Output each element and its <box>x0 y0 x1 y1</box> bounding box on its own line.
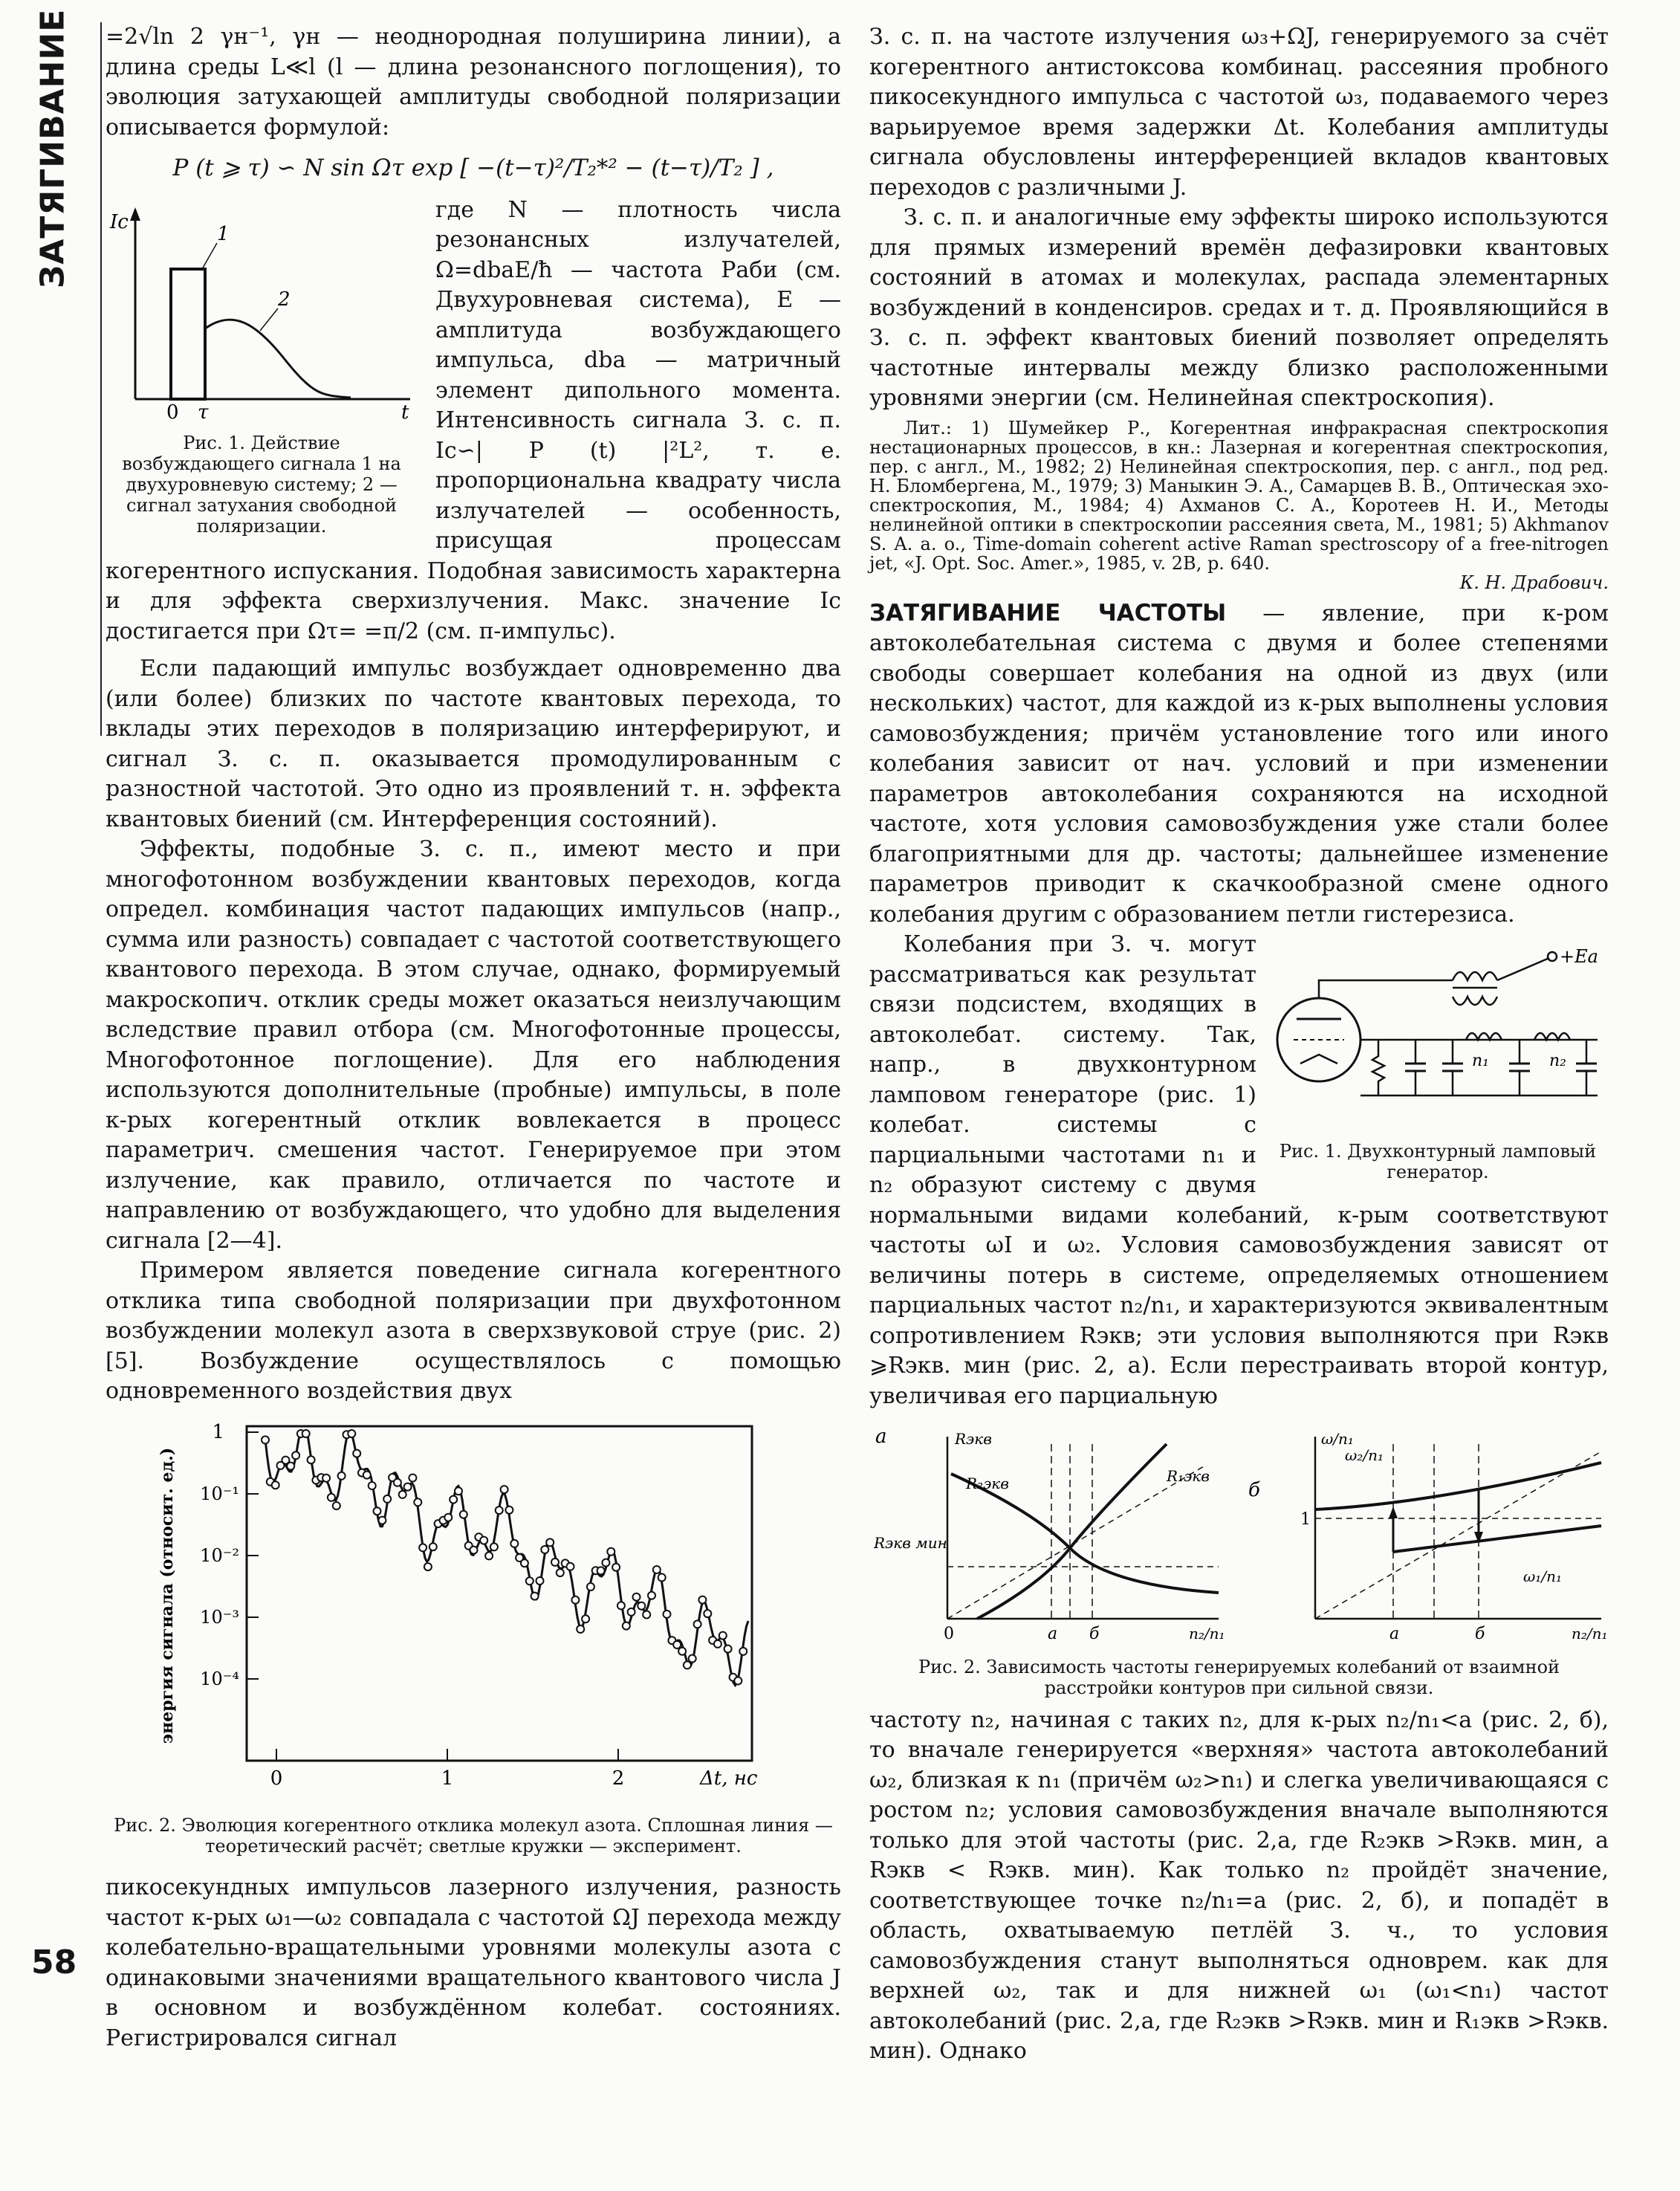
experiment-point <box>623 1622 630 1629</box>
experiment-point <box>633 1593 640 1600</box>
page-number: 58 <box>31 1944 77 1981</box>
experiment-point <box>638 1602 645 1609</box>
left-para-picosecond: пикосекундных импульсов лазерного излучения, разность частот к-рых ω₁—ω₂ совпадала с частотой ΩJ перехода между колебательно-вращательными уровнями молекулы азота с одинаковыми значениями вращательного квантового числа J в основном и возбуждённом колебат. состояниях. Регистрировался сигнал <box>106 1874 841 2051</box>
experiment-point <box>617 1602 625 1609</box>
r1-label: R₁экв <box>1167 1467 1210 1485</box>
panel-a-tick: б <box>1089 1625 1100 1643</box>
n2-label: n₂ <box>1549 1052 1566 1070</box>
panel-a-tick: a <box>1048 1625 1058 1643</box>
experiment-point <box>450 1495 457 1503</box>
left-para-example: Примером является поведение сигнала когерентного отклика типа свободной поляризации при двухфотонном возбуждении молекул азота в сверхзвуковой струе (рис. 2) [5]. Возбуждение осуществлялось с помощью одновременного воздействия двух <box>106 1258 841 1404</box>
experiment-point <box>704 1610 711 1617</box>
experiment-point <box>698 1596 706 1603</box>
circuit-figure <box>1267 936 1609 1182</box>
supply-wire <box>1497 958 1549 980</box>
experiment-point <box>582 1615 589 1622</box>
fig2-right-diagrams <box>869 1422 1609 1645</box>
experiment-point <box>328 1493 335 1501</box>
omega2-label: ω₂/n₁ <box>1345 1446 1384 1464</box>
fig1-y-label: Ic <box>110 210 129 233</box>
fig2-x-tick-label: 1 <box>441 1767 454 1790</box>
fig2-left-caption: Рис. 2. Эволюция когерентного отклика молекул азота. Сплошная линия — теоретический расчёт; светлые кружки — эксперимент. <box>114 1815 833 1857</box>
inductor-n1 <box>1466 1033 1502 1040</box>
fig1-curve2-label: 2 <box>278 288 291 311</box>
bibliography: Лит.: 1) Шумейкер Р., Когерентная инфракрасная спектроскопия нестационарных процессов, в кн.: Лазерная и когерентная спектроскопия, пер. с англ., М., 1982; 2) Нелинейная спектроскопия, пер. с англ., под ред. Н. Бломбергена, М., 1979; 3) Маныкин Э. А., Самарцев В. В., Оптическая эхо-спектроскопия, М., 1984; 4) Ахманов С. А., Коротеев Н. И., Методы нелинейной оптики в спектроскопии рассеяния света, М., 1981; 5) Akhmanov S. A. a. o., Time-domain coherent active Raman spectroscopy of a free-nitrogen jet, «J. Opt. Soc. Amer.», 1985, v. 2B, p. 640. <box>869 417 1609 574</box>
experiment-point <box>485 1552 493 1559</box>
experiment-point <box>444 1513 452 1521</box>
capacitor-2 <box>1442 1040 1463 1096</box>
experiment-point <box>460 1510 467 1518</box>
experiment-point <box>292 1452 299 1459</box>
capacitor-4 <box>1576 1040 1597 1096</box>
fig1-x-origin: 0 <box>166 401 179 421</box>
experiment-point <box>536 1577 544 1585</box>
circuit-caption: Рис. 1. Двухконтурный ламповый генератор. <box>1279 1140 1597 1182</box>
experiment-point <box>333 1502 340 1509</box>
experiment-point <box>643 1611 650 1618</box>
supply-label: +Ea <box>1560 946 1598 967</box>
experiment-point <box>404 1483 412 1490</box>
experiment-point <box>653 1566 661 1573</box>
experiment-point <box>363 1471 371 1478</box>
experiment-point <box>399 1490 406 1498</box>
experiment-point <box>673 1641 681 1648</box>
fig2-right <box>869 1422 1609 1698</box>
frequency-pulling-headword: ЗАТЯГИВАНИЕ ЧАСТОТЫ <box>869 599 1227 627</box>
experiment-point <box>587 1583 594 1590</box>
fig1-decay-curve <box>205 320 351 398</box>
experiment-point <box>664 1610 671 1617</box>
fig2-x-tick-label: 0 <box>270 1767 283 1790</box>
experiment-point <box>419 1544 427 1551</box>
fig1-x-tau: τ <box>198 401 209 421</box>
fig2-y-tick-label: 10⁻¹ <box>200 1483 239 1504</box>
right-para-antistokes: З. с. п. на частоте излучения ω₃+ΩJ, генерируемого за счёт когерентного антистоксова комбинац. рассеяния пробного пикосекундного импульса с частотой ω₃, подаваемого через варьируемое время задержки Δt. Колебания амплитуды сигнала обусловлены интерференцией вкладов квантовых переходов с различными J. <box>869 24 1609 201</box>
section-label: ЗАТЯГИВАНИЕ <box>33 8 72 289</box>
experiment-point <box>602 1559 609 1566</box>
fig1-curve1-label: 1 <box>217 222 230 245</box>
experiment-point <box>684 1661 691 1669</box>
fig1-leader-2 <box>260 308 278 331</box>
experiment-point <box>490 1543 498 1550</box>
anode-coil <box>1453 972 1497 980</box>
supply-terminal <box>1548 952 1557 961</box>
panel-b-unit-label: 1 <box>1300 1510 1311 1529</box>
panel-b-label: б <box>1248 1479 1260 1501</box>
experiment-point <box>719 1631 727 1639</box>
left-para-beats: Если падающий импульс возбуждает одновременно два (или более) близких по частоте квантовых перехода, то вклады этих переходов в поляризацию интерферируют, и сигнал З. с. п. оказывается промодулированным с разностной частотой. Это одно из проявлений т. н. эффекта квантовых биений (см. Интерференция состояний). <box>106 656 841 832</box>
experiment-point <box>348 1430 355 1437</box>
panel-a-y-label: Rэкв <box>955 1430 992 1448</box>
fig1-pulse-rect <box>171 269 205 399</box>
omega2-curve <box>1315 1463 1601 1509</box>
fig2-experiment-points <box>262 1430 747 1685</box>
experiment-point <box>597 1567 605 1574</box>
sidebar-rule <box>100 22 102 736</box>
right-para-applications: З. с. п. и аналогичные ему эффекты широко используются для прямых измерений времён дефазировки квантовых состояний в атомах и молекулах, распада элементарных возбуждений в конденсиров. средах и т. д. Проявляющийся в З. с. п. эффект квантовых биений позволяет определять частотные интервалы между близко расположенными уровнями энергии (см. Нелинейная спектроскопия). <box>869 204 1609 411</box>
circuit-diagram <box>1267 936 1609 1129</box>
experiment-point <box>353 1449 360 1457</box>
r2-label: R₂экв <box>966 1475 1009 1492</box>
experiment-point <box>501 1486 508 1493</box>
r1-curve <box>977 1444 1167 1619</box>
experiment-point <box>272 1481 279 1489</box>
experiment-point <box>480 1536 487 1544</box>
experiment-point <box>374 1507 381 1515</box>
experiment-point <box>521 1559 528 1567</box>
experiment-point <box>510 1539 518 1547</box>
experiment-point <box>470 1546 478 1553</box>
experiment-point <box>571 1596 579 1603</box>
experiment-point <box>287 1462 294 1469</box>
fig2-y-tick-label: 10⁻⁴ <box>200 1668 239 1689</box>
fig2-left <box>106 1417 841 1857</box>
fig2-x-tick-label: 2 <box>612 1767 625 1790</box>
experiment-point <box>378 1516 386 1524</box>
frequency-pulling-definition: — явление, при к-ром автоколебательная система с двумя и более степенями свободы совершает колебания на одной из двух (или нескольких) частот, для каждой из к-рых выполнены условия самовозбуждения; причём установление того или иного колебания зависит от нач. условий и при изменении параметров автоколебания сохраняются на исходной частоте, хотя условия самовозбуждения уже стали более благоприятными для др. частоты; дальнейшее изменение параметров приводит к скачкообразной смене одного колебания другим с образованием петли гистерезиса. <box>869 600 1609 928</box>
experiment-point <box>383 1495 391 1502</box>
experiment-point <box>541 1546 548 1553</box>
left-intro-paragraph: =2√ln 2 γн⁻¹, γн — неоднородная полуширина линии), а длина среды L≪l (l — длина резонансного поглощения), то эволюция затухающей амплитуды свободной поляризации описывается формулой: <box>106 24 841 140</box>
fig2-x-label: Δt, нс <box>700 1767 758 1790</box>
experiment-point <box>338 1472 346 1479</box>
capacitor-3 <box>1509 1040 1530 1096</box>
fig2-y-tick-label: 10⁻² <box>200 1544 239 1566</box>
experiment-point <box>322 1474 330 1481</box>
fig2-y-tick-label: 10⁻³ <box>200 1606 239 1628</box>
left-para-multiphoton: Эффекты, подобные З. с. п., имеют место и при многофотонном возбуждении квантовых переходов, когда определ. комбинация частот падающих импульсов (напр., сумма или разность) совпадает с частотой соответствующего квантового перехода. В этом случае, однако, формируемый макроскопич. отклик среды может оказаться неизлучающим вследствие правил отбора (см. Многофотонные процессы, Многофотонное поглощение). Для его наблюдения используются дополнительные (пробные) импульсы, в поле к-рых когерентный отклик вовлекается в процесс параметрич. смешения частот. Генерируемое при этом излучение, как правило, отличается по частоте и направлению от возбуждающего, что удобно для выделения сигнала [2—4]. <box>106 836 841 1254</box>
panel-a-origin: 0 <box>944 1625 954 1643</box>
experiment-point <box>414 1498 421 1506</box>
panel-a-x-label: n₂/n₁ <box>1189 1625 1225 1643</box>
experiment-point <box>531 1592 539 1599</box>
panel-b-tick: б <box>1475 1625 1485 1643</box>
experiment-point <box>424 1563 432 1570</box>
fig2-y-ticks <box>247 1432 259 1679</box>
experiment-point <box>628 1608 635 1615</box>
fig1-left-caption: Рис. 1. Действие возбуждающего сигнала 1 на двухуровневую систему; 2 — сигнал затухания свободной поляризации. <box>122 433 401 537</box>
fig1-left <box>106 198 418 537</box>
experiment-point <box>612 1563 620 1570</box>
experiment-point <box>308 1456 315 1463</box>
left-para-frequency: где N — плотность числа резонансных излучателей, Ω=dbaE/ħ — частота Раби (см. Двухуровневая система), E — амплитуда возбуждающего импульса, dba — матричный элемент дипольного момента. Интенсивность сигнала З. с. п. Ic∽| P (t) |²L², т. е. пропорциональна квадрату числа излучателей — особенность, присущая процессам когерентного испускания. Подобная зависимость характерна и для эффекта сверхизлучения. Макс. значение Ic достигается при Ωτ= =π/2 (см. π-импульс). <box>106 196 841 644</box>
right-para-hysteresis: частоту n₂, начиная с таких n₂, для к-рых n₂/n₁<a (рис. 2, б), то вначале генерируется «верхняя» частота автоколебаний ω₂, близкая к n₁ (причём ω₂>n₁) и слегка увеличивающаяся с ростом n₂; условия самовозбуждения вначале выполняются только для этой частоты (рис. 2,а, где R₂экв >Rэкв. мин, а Rэкв < Rэкв. мин). Как только n₂ пройдёт значение, соответствующее точке n₂/n₁=a (рис. 2, б), и попадёт в область, охватываемую петлёй З. ч., то условия самовозбуждения станут выполняться одноврем. как для верхней ω₂, так и для нижней ω₁ (ω₁<n₁) частот автоколебаний (рис. 2,а, где R₂экв >Rэкв. мин и R₁экв >Rэкв. мин). Однако <box>869 1706 1609 2064</box>
experiment-point <box>455 1487 462 1495</box>
experiment-point <box>394 1478 401 1486</box>
fig2-chart <box>106 1417 841 1804</box>
fig2-right-caption: Рис. 2. Зависимость частоты генерируемых колебаний от взаимной расстройки контуров при сильной связи. <box>918 1656 1560 1698</box>
experiment-point <box>658 1573 666 1581</box>
panel-b-y-label: ω/n₁ <box>1321 1430 1354 1448</box>
panel-b-x-label: n₂/n₁ <box>1572 1625 1608 1643</box>
experiment-point <box>734 1677 742 1684</box>
omega1-label: ω₁/n₁ <box>1523 1567 1562 1585</box>
experiment-point <box>262 1436 269 1443</box>
capacitor-1 <box>1405 1040 1426 1096</box>
experiment-point <box>496 1506 503 1514</box>
omega1-curve <box>1393 1526 1601 1552</box>
experiment-point <box>678 1647 686 1654</box>
experiment-point <box>505 1506 513 1513</box>
right-column <box>869 22 1609 2067</box>
rmin-label: Rэкв мин <box>874 1534 947 1552</box>
experiment-point <box>689 1654 696 1662</box>
experiment-point <box>526 1577 533 1585</box>
experiment-point <box>714 1640 721 1647</box>
inductor-n2 <box>1534 1033 1570 1040</box>
fig2-x-ticks <box>276 1749 618 1761</box>
grid-coil <box>1453 997 1497 1005</box>
fig1-y-arrow <box>130 207 140 221</box>
fig2-y-label: энергия сигнала (относит. ед.) <box>158 1447 177 1744</box>
grid-resistor <box>1372 1040 1384 1096</box>
experiment-point <box>648 1591 655 1599</box>
right-para-two-circuit: Колебания при З. ч. могут рассматриваться как результат связи подсистем, входящих в автоколебат. систему. Так, напр., в двухконтурном ламповом генераторе (рис. 1) колебат. системы с парциальными частотами n₁ и n₂ образуют систему с двумя нормальными видами колебаний, к-рым соответствуют частоты ωI и ω₂. Условия самовозбуждения зависят от величины потерь в системе, определяемых отношением парциальных частот n₂/n₁, и характеризуются эквивалентным сопротивлением Rэкв; эти условия выполняются при Rэкв ⩾Rэкв. мин (рис. 2, а). Если перестраивать второй контур, увеличивая его парциальную <box>869 931 1609 1409</box>
experiment-point <box>369 1482 376 1489</box>
experiment-point <box>302 1430 310 1437</box>
experiment-point <box>694 1620 701 1628</box>
experiment-point <box>724 1645 732 1652</box>
experiment-point <box>739 1647 747 1654</box>
n1-label: n₁ <box>1472 1052 1489 1070</box>
tube-cathode <box>1300 1055 1337 1064</box>
frequency-pulling-paragraph <box>869 598 1609 931</box>
author-signature: К. Н. Драбович. <box>1459 572 1609 593</box>
fig1-chart <box>106 198 418 421</box>
panel-b-tick: a <box>1389 1625 1400 1643</box>
fig2-y-tick-label: 1 <box>212 1420 224 1443</box>
panel-b-dashed-diag <box>1315 1452 1601 1619</box>
experiment-point <box>607 1547 614 1555</box>
left-column <box>106 22 841 2054</box>
free-polarization-formula: P (t ⩾ τ) ∽ N sin Ωτ exp [ −(t−τ)²/T₂*² − (t−τ)/T₂ ] , <box>172 155 774 181</box>
fig1-x-end: t <box>401 401 409 421</box>
experiment-point <box>429 1543 437 1550</box>
experiment-point <box>567 1562 574 1570</box>
experiment-point <box>409 1474 416 1481</box>
anode-wire <box>1319 980 1453 998</box>
experiment-point <box>551 1558 559 1565</box>
experiment-point <box>546 1538 554 1546</box>
experiment-point <box>577 1625 584 1633</box>
panel-a-label: а <box>875 1425 887 1448</box>
experiment-point <box>557 1569 564 1576</box>
fig1-leader-1 <box>202 243 217 269</box>
